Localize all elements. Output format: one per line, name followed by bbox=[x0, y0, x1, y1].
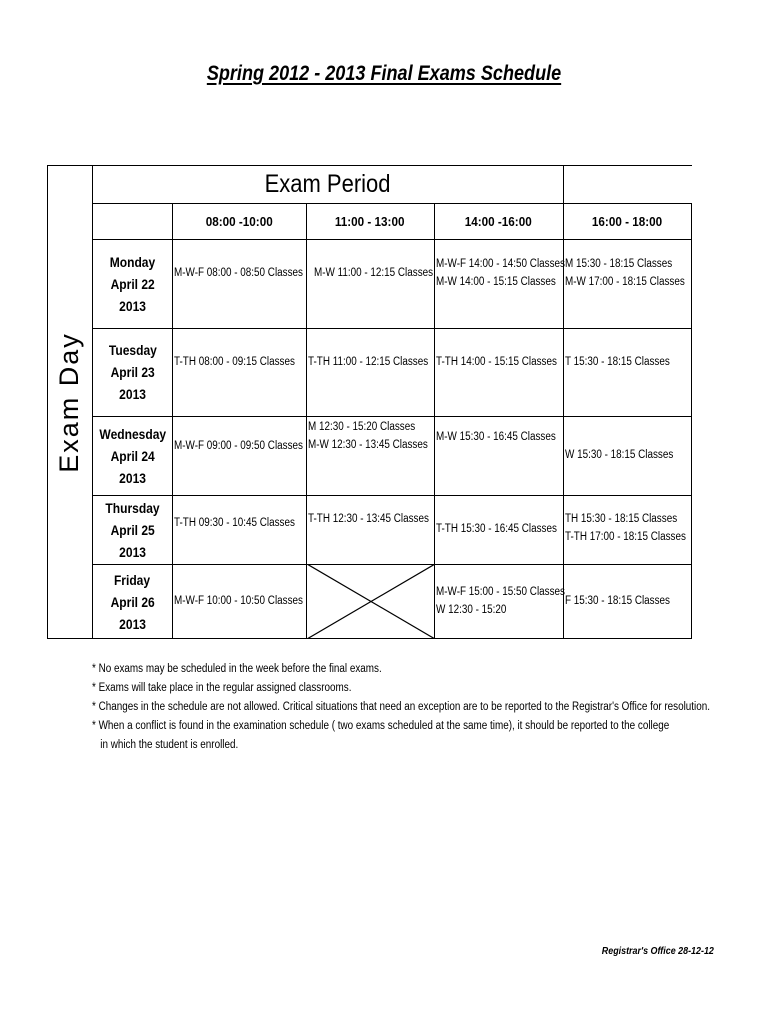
schedule-cell: F 15:30 - 18:15 Classes bbox=[565, 595, 671, 607]
note-line: in which the student is enrolled. bbox=[92, 739, 239, 751]
note-line: * No exams may be scheduled in the week before the final exams. bbox=[92, 663, 382, 675]
schedule-cell: W 15:30 - 18:15 Classes bbox=[565, 449, 674, 461]
schedule-cell: M-W 11:00 - 12:15 Classes bbox=[314, 267, 434, 279]
schedule-cell: T 15:30 - 18:15 Classes bbox=[565, 356, 670, 368]
footer-signature: Registrar's Office 28-12-12 bbox=[601, 945, 714, 957]
note-line: * When a conflict is found in the examination schedule ( two exams scheduled at the same time), it should be reported to the college bbox=[92, 720, 670, 732]
day-label-wednesday: Wednesday April 24 2013 bbox=[99, 425, 166, 486]
period-header-1: 08:00 -10:00 bbox=[205, 213, 273, 229]
schedule-cell: M 12:30 - 15:20 Classes M-W 12:30 - 13:45 Classes bbox=[308, 421, 428, 451]
exam-period-header: Exam Period bbox=[265, 169, 391, 198]
schedule-cell: T-TH 14:00 - 15:15 Classes bbox=[436, 356, 557, 368]
schedule-cell: T-TH 15:30 - 16:45 Classes bbox=[436, 523, 557, 535]
schedule-cell: M-W-F 15:00 - 15:50 Classes W 12:30 - 15:20 bbox=[436, 586, 565, 616]
schedule-cell: M-W-F 10:00 - 10:50 Classes bbox=[174, 595, 303, 607]
no-exam-cross-mark bbox=[307, 564, 435, 639]
schedule-cell: M-W-F 09:00 - 09:50 Classes bbox=[174, 440, 303, 452]
note-line: * Changes in the schedule are not allowed. Critical situations that need an exception are to be reported to the Registrar's Office for resolution. bbox=[92, 701, 710, 713]
day-label-tuesday: Tuesday April 23 2013 bbox=[108, 342, 157, 402]
note-line: * Exams will take place in the regular assigned classrooms. bbox=[92, 682, 352, 694]
schedule-cell: TH 15:30 - 18:15 Classes T-TH 17:00 - 18:15 Classes bbox=[565, 513, 686, 543]
schedule-cell: T-TH 12:30 - 13:45 Classes bbox=[308, 513, 429, 525]
schedule-cell: T-TH 09:30 - 10:45 Classes bbox=[174, 517, 295, 529]
schedule-cell: M-W-F 14:00 - 14:50 Classes M-W 14:00 - 15:15 Classes bbox=[436, 258, 565, 288]
schedule-cell: M-W-F 08:00 - 08:50 Classes bbox=[174, 267, 303, 279]
exam-day-row-header: Exam Day bbox=[54, 331, 85, 473]
period-header-3: 14:00 -16:00 bbox=[464, 213, 532, 229]
schedule-cell: M 15:30 - 18:15 Classes M-W 17:00 - 18:15 Classes bbox=[565, 258, 685, 288]
page-title: Spring 2012 - 2013 Final Exams Schedule bbox=[206, 62, 562, 85]
period-header-4: 16:00 - 18:00 bbox=[591, 213, 663, 229]
schedule-cell: T-TH 11:00 - 12:15 Classes bbox=[308, 356, 429, 368]
schedule-notes bbox=[92, 660, 768, 755]
day-label-monday: Monday April 22 2013 bbox=[109, 253, 156, 314]
schedule-cell: M-W 15:30 - 16:45 Classes bbox=[436, 431, 556, 443]
day-label-friday: Friday April 26 2013 bbox=[110, 571, 155, 632]
period-header-2: 11:00 - 13:00 bbox=[335, 213, 405, 229]
day-label-thursday: Thursday April 25 2013 bbox=[105, 499, 160, 560]
schedule-cell: T-TH 08:00 - 09:15 Classes bbox=[174, 356, 295, 368]
